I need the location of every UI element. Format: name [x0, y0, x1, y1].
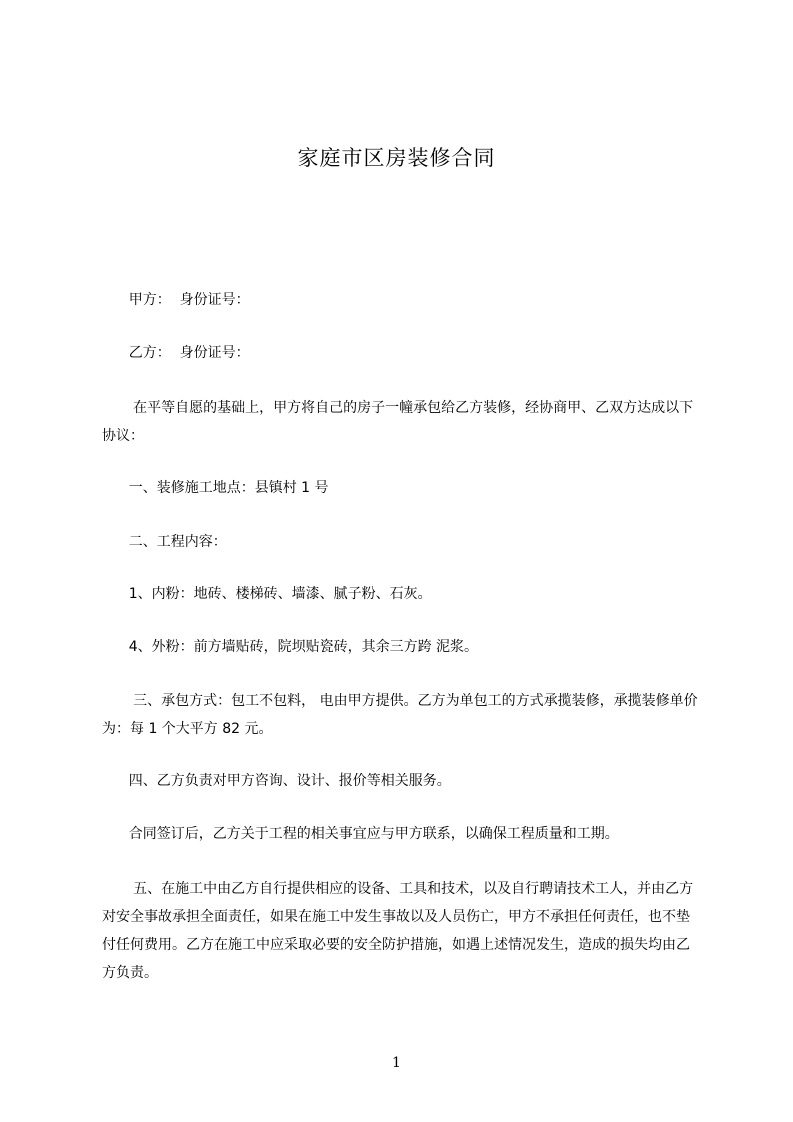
contact-paragraph: 合同签订后，乙方关于工程的相关事宜应与甲方联系，以确保工程质量和工期。	[102, 826, 619, 842]
party-a-line: 甲方： 身份证号：	[102, 292, 250, 308]
clause-1-location: 一、装修施工地点：县镇村 1 号	[102, 480, 329, 496]
clause-2-heading: 二、工程内容：	[102, 534, 227, 550]
clause-3-contract-method: 三、承包方式：包工不包料， 电由甲方提供。乙方为单包工的方式承揽装修，承揽装修单价为：每 1 个大平方 82 元。	[102, 693, 698, 737]
document-title: 家庭市区房装修合同	[297, 146, 496, 170]
clause-5-safety: 五、在施工中由乙方自行提供相应的设备、工具和技术，以及自行聘请技术工人，并由乙方对安全事故承担全面责任，如果在施工中发生事故以及人员伤亡，甲方不承担任何责任，也不垫付任何费用。乙方在施工中应采取必要的安全防护措施，如遇上述情况发生，造成的损失均由乙方负责。	[102, 881, 694, 981]
clause-2-item-4: 4、外粉：前方墙贴砖，院坝贴瓷砖，其余三方跨 泥浆。	[102, 639, 479, 655]
page-number: 1	[392, 1055, 401, 1071]
clause-2-item-1: 1、内粉：地砖、楼梯砖、墙漆、腻子粉、石灰。	[102, 586, 432, 602]
party-b-line: 乙方： 身份证号：	[102, 345, 250, 361]
clause-4-services: 四、乙方负责对甲方咨询、设计、报价等相关服务。	[102, 773, 451, 789]
intro-paragraph: 在平等自愿的基础上，甲方将自己的房子一幢承包给乙方装修，经协商甲、乙双方达成以下协议：	[102, 400, 694, 444]
